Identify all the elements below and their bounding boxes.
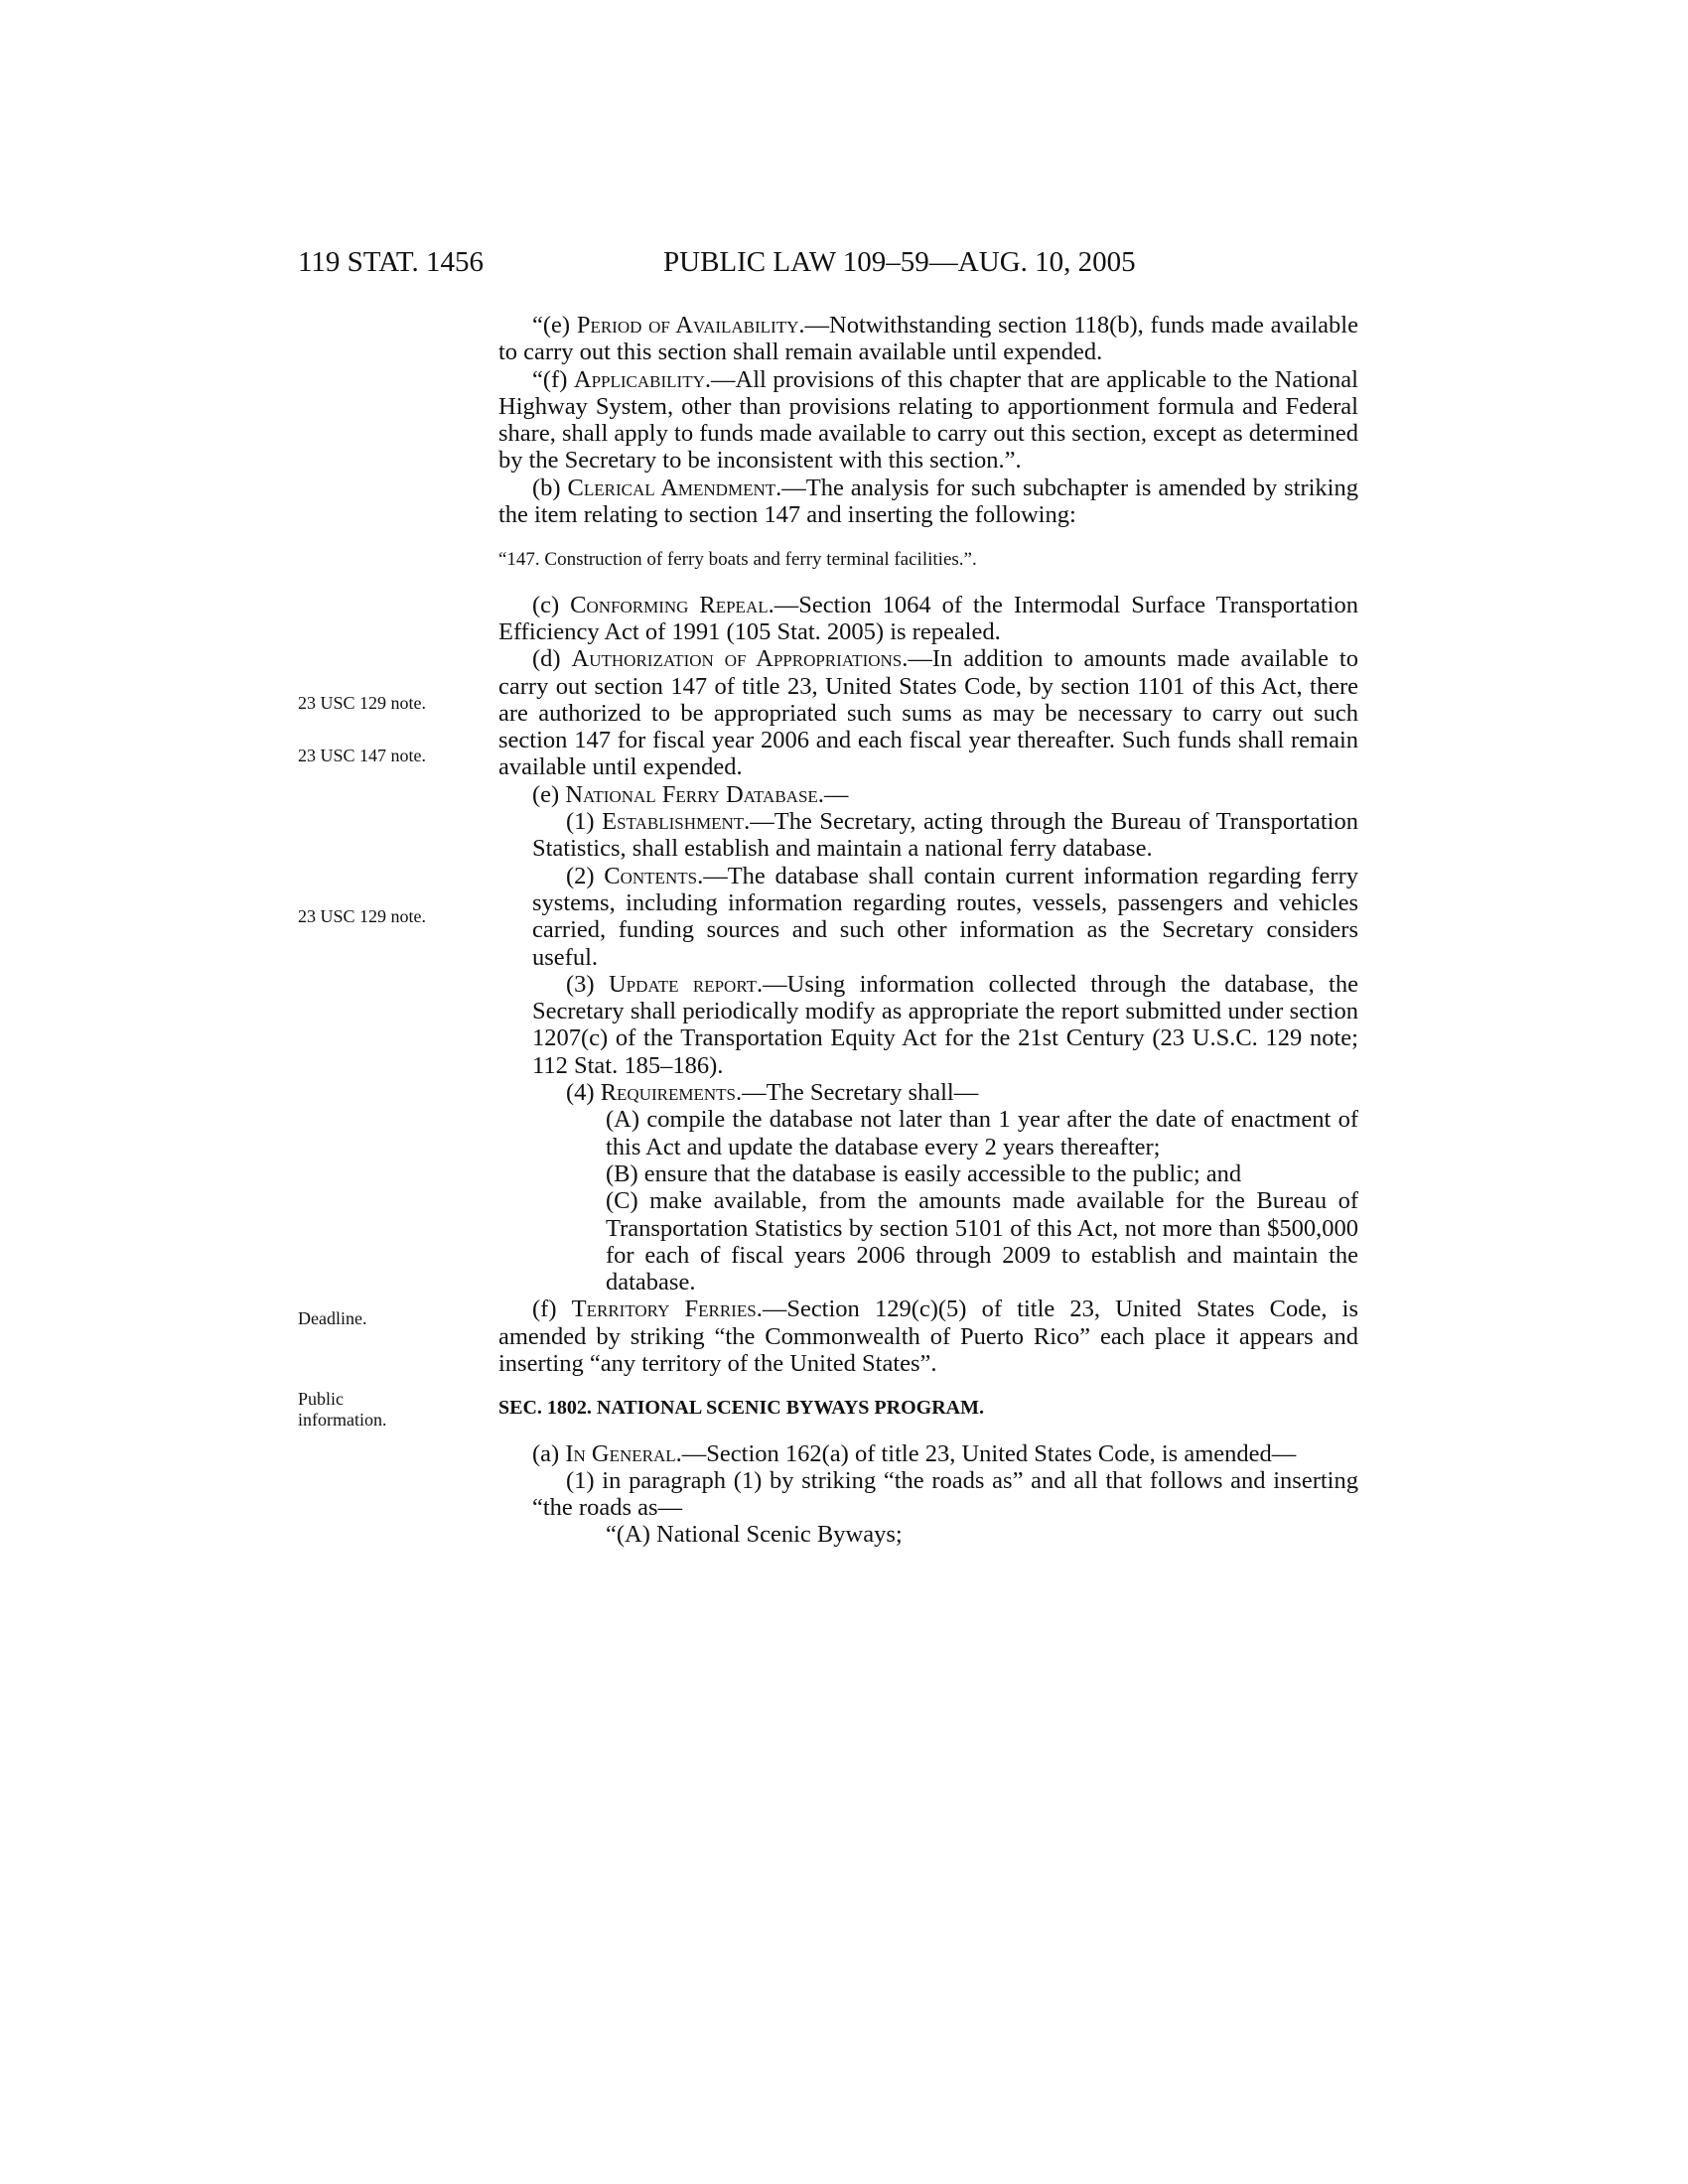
paragraph-a-in-general: (a) In General.—Section 162(a) of title 23, United States Code, is amended— [532,1439,1297,1467]
document-body [498,312,1358,1549]
margin-note: 23 USC 129 note. [298,693,427,713]
table-of-contents-item: “147. Construction of ferry boats and ferry terminal facilities.”. [498,549,977,571]
paragraph-b-clerical-amendment: (b) Clerical Amendment.—The analysis for such subchapter is amended by striking the item relating to section 147 and inserting the following: [498,474,1358,529]
section-heading: SEC. 1802. NATIONAL SCENIC BYWAYS PROGRAM. [498,1397,984,1420]
margin-note: Deadline. [298,1308,367,1328]
paragraph-e-period-of-availability: “(e) Period of Availability.—Notwithstanding section 118(b), funds made available to carry out this section shall remain available until expended. [498,312,1358,366]
subparagraph-B: (B) ensure that the database is easily accessible to the public; and [606,1160,1242,1187]
subparagraph-C: (C) make available, from the amounts made available for the Bureau of Transportation Statistics by section 5101 of this Act, not more than $500,000 for each of fiscal years 2006 through 2009 to establish and maintain the database. [606,1187,1358,1297]
subparagraph-A-scenic-byways: “(A) National Scenic Byways; [606,1521,903,1549]
public-law-title: PUBLIC LAW 109–59—AUG. 10, 2005 [663,246,1136,278]
paragraph-d-authorization: (d) Authorization of Appropriations.—In addition to amounts made available to carry out section 147 of title 23, United States Code, by section 1101 of this Act, there are authorized to be appropriated such sums as may be necessary to carry out such section 147 for fiscal year 2006 and each fiscal year thereafter. Such funds shall remain available until expended. [498,645,1358,781]
paragraph-1-striking: (1) in paragraph (1) by striking “the roads as” and all that follows and inserting “the roads as— [532,1466,1358,1522]
subparagraph-A: (A) compile the database not later than 1 year after the date of enactment of this Act and update the database every 2 years thereafter; [606,1106,1358,1160]
margin-note: Public information. [298,1389,387,1430]
paragraph-c-conforming-repeal: (c) Conforming Repeal.—Section 1064 of the Intermodal Surface Transportation Efficiency Act of 1991 (105 Stat. 2005) is repealed. [498,591,1358,645]
paragraph-3-update-report: (3) Update report.—Using information collected through the database, the Secretary shall periodically modify as appropriate the report submitted under section 1207(c) of the Transportation Equity Act for the 21st Century (23 U.S.C. 129 note; 112 Stat. 185–186). [532,970,1358,1079]
paragraph-2-contents: (2) Contents.—The database shall contain current information regarding ferry systems, including information regarding routes, vessels, passengers and vehicles carried, funding sources and such other information as the Secretary considers useful. [532,862,1358,971]
margin-note: 23 USC 129 note. [298,906,427,926]
margin-note: 23 USC 147 note. [298,746,427,765]
paragraph-f-applicability: “(f) Applicability.—All provisions of this chapter that are applicable to the National Highway System, other than provisions relating to apportionment formula and Federal share, shall apply to funds made available to carry out this section, except as determined by the Secretary to be inconsistent with this section.”. [498,365,1358,475]
paragraph-4-requirements: (4) Requirements.—The Secretary shall— [566,1079,979,1107]
page-header [298,246,1370,286]
paragraph-e-national-ferry-database: (e) National Ferry Database.— [532,780,849,808]
paragraph-f-territory-ferries: (f) Territory Ferries.—Section 129(c)(5) of title 23, United States Code, is amended by striking “the Commonwealth of Puerto Rico” each place it appears and inserting “any territory of the United States”. [498,1296,1358,1377]
paragraph-1-establishment: (1) Establishment.—The Secretary, acting through the Bureau of Transportation Statistics, shall establish and maintain a national ferry database. [532,808,1358,863]
statute-page-number: 119 STAT. 1456 [298,246,484,278]
